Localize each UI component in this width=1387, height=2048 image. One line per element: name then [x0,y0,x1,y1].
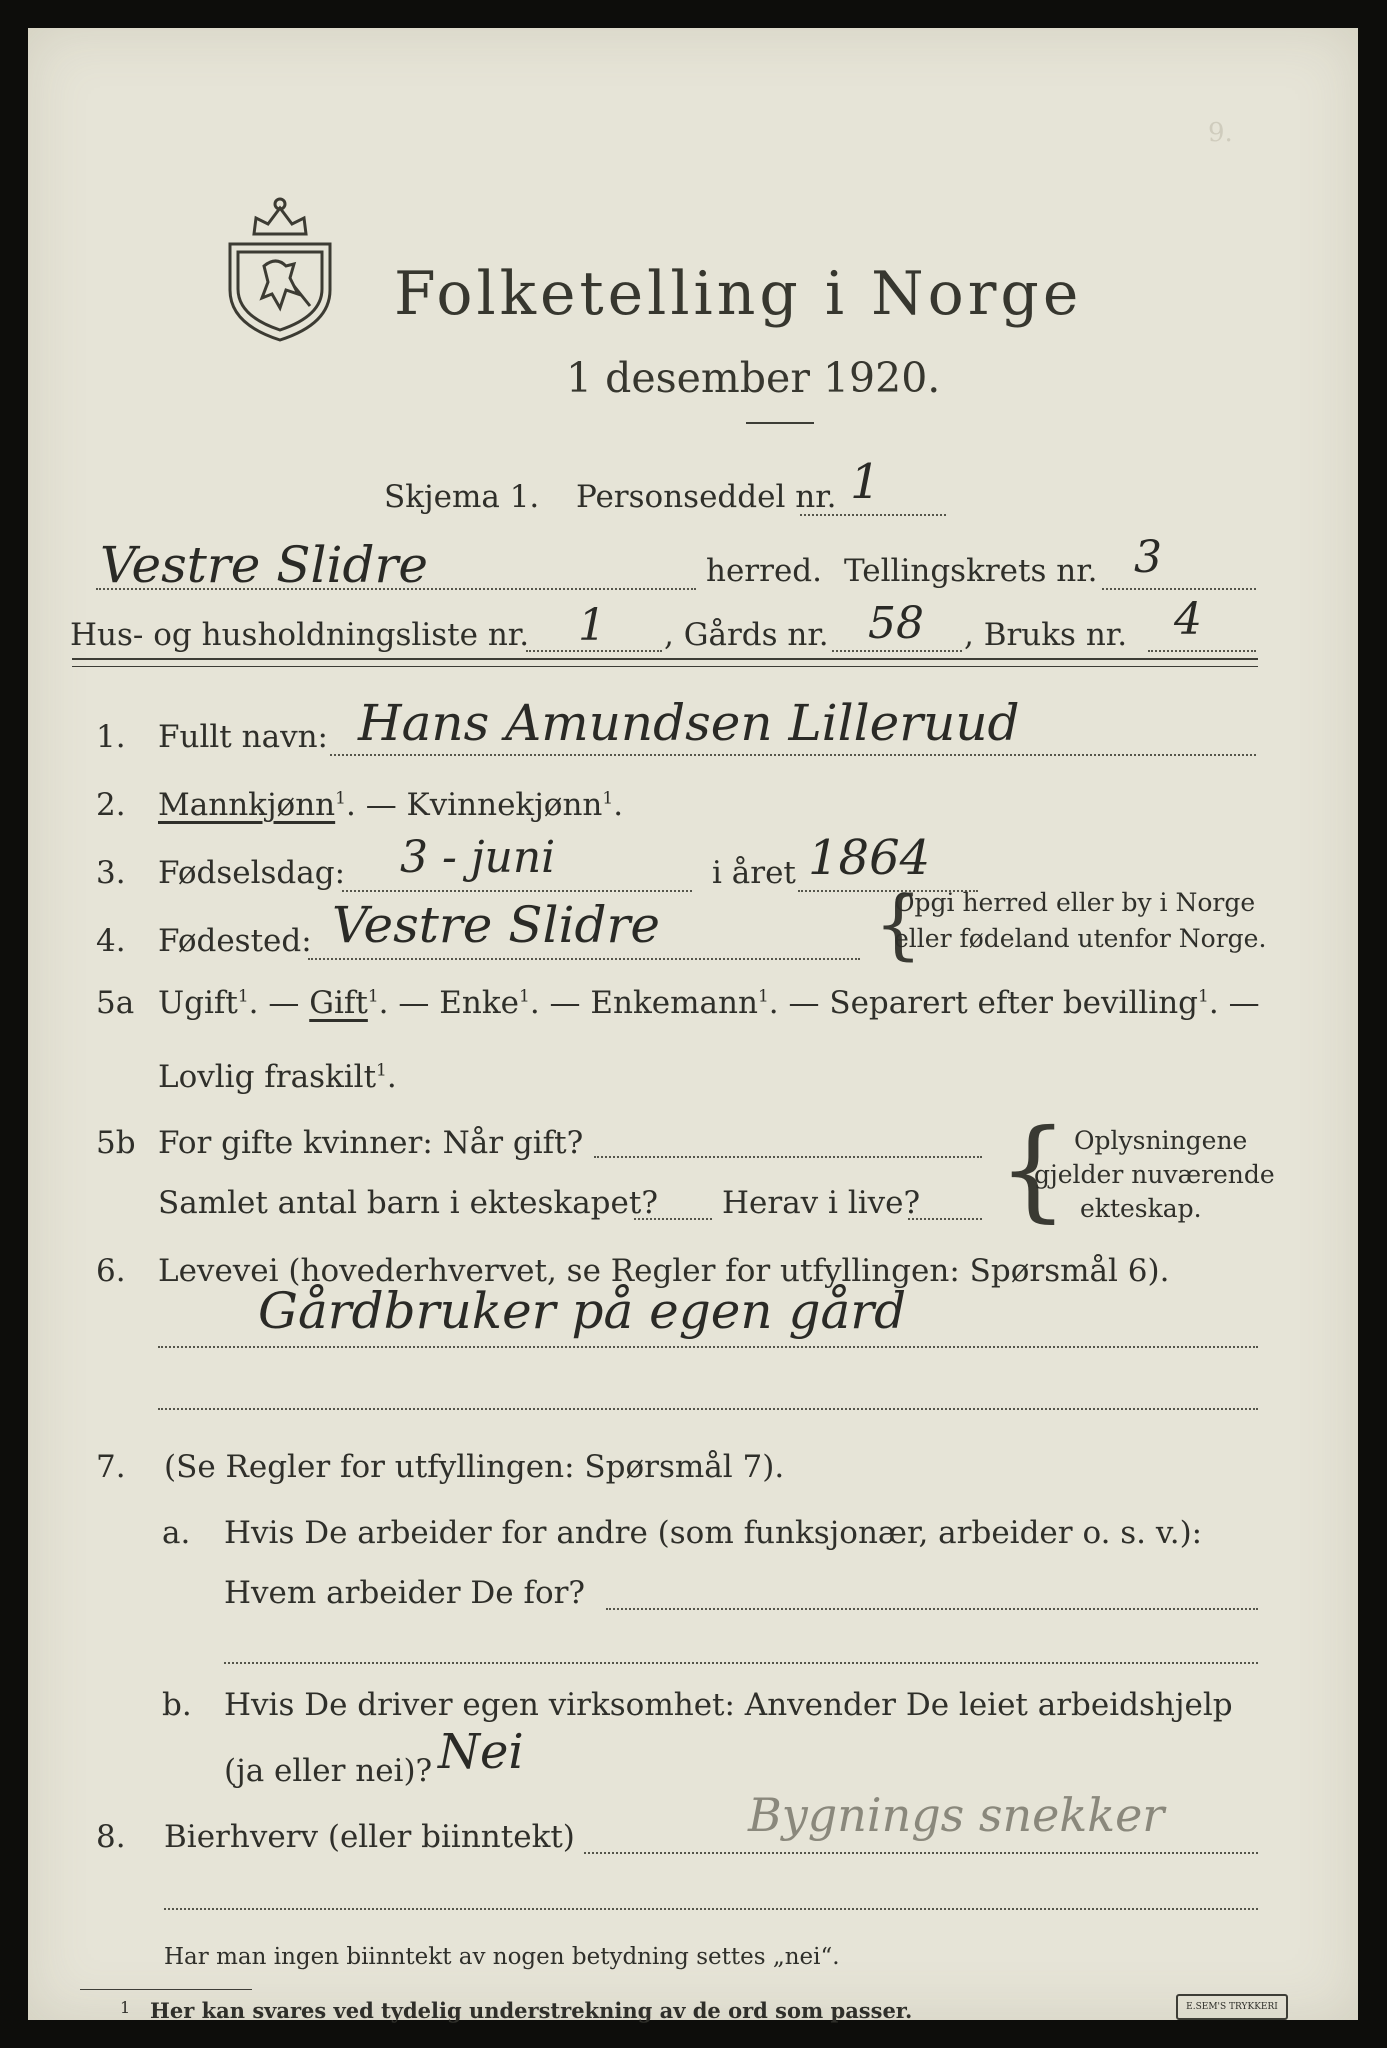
footnote-ref: 1 [518,986,530,1007]
footnote-ref: 1 [1198,986,1209,1007]
q2-end: . [613,787,624,823]
employer-field-2[interactable] [224,1662,1258,1664]
printer-stamp: E.SEM'S TRYKKERI [1176,1994,1288,2020]
footnote-ref: 1 [367,986,379,1007]
personseddel-label: Personseddel nr. [576,479,837,515]
birthday-field[interactable] [342,890,692,892]
q4-note-brace: { [874,879,923,968]
dash: — [268,985,300,1021]
header-divider-bottom [72,666,1258,667]
q2-line [158,787,624,823]
q4-note-line2: eller fødeland utenfor Norge. [894,924,1267,953]
q2-footnote-ref-2: 1 [602,788,614,809]
q7b-line2: (ja eller nei)? [224,1753,433,1789]
bruks-field[interactable] [1148,650,1256,652]
occupation-value: Gårdbruker på egen gård [258,1282,907,1340]
occupation-field-1[interactable] [158,1346,1258,1348]
dash: — [398,985,430,1021]
personseddel-field[interactable] [800,514,946,516]
gards-value: 58 [868,598,924,649]
q5b-note-brace: { [998,1105,1068,1233]
q5b-line1: For gifte kvinner: Når gift? [158,1125,584,1161]
tellingskrets-label: Tellingskrets nr. [844,553,1098,589]
side-income-field-2[interactable] [164,1908,1258,1910]
husholdningsliste-label: Hus- og husholdningsliste nr. [70,617,530,653]
q6-number: 6. [96,1253,126,1289]
husholdningsliste-value: 1 [578,600,606,651]
ugift-option[interactable]: Ugift [158,985,238,1021]
q5a-number: 5a [96,985,135,1021]
q7-label: (Se Regler for utfyllingen: Spørsmål 7). [164,1449,785,1485]
title-divider [746,422,814,424]
personseddel-value: 1 [850,454,881,510]
footnote-mark: 1 [120,1998,131,2017]
enke-option[interactable]: Enke [439,985,519,1021]
q5b-note-line1: Oplysningene [1074,1126,1248,1155]
q5b-note-line2: gjelder nuværende [1034,1160,1275,1189]
q7a-line1: Hvis De arbeider for andre (som funksjonær, arbeider o. s. v.): [224,1515,1203,1551]
footnote-text: Her kan svares ved tydelig understrekning av de ord som passer. [150,1998,913,2023]
bruks-value: 4 [1174,594,1202,645]
employer-field-1[interactable] [606,1608,1258,1610]
q7b-letter: b. [162,1687,192,1723]
q8-number: 8. [96,1819,126,1855]
q6-label: Levevei (hovederhvervet, se Regler for utfyllingen: Spørsmål 6). [158,1253,1170,1289]
q5b-note-line3: ekteskap. [1080,1194,1202,1223]
q7-number: 7. [96,1449,126,1485]
male-option[interactable]: Mannkjønn [158,787,336,823]
birth-year-label: i året [712,855,796,891]
bleed-through-text: 9. [1208,118,1233,148]
q7a-line2: Hvem arbeider De for? [224,1575,586,1611]
birthplace-field[interactable] [308,958,860,960]
birthday-value: 3 - juni [400,832,556,883]
birth-year-value: 1864 [808,830,931,886]
gards-field[interactable] [832,650,962,652]
q1-label: Fullt navn: [158,719,328,755]
footnote-ref: 1 [237,986,249,1007]
occupation-field-2[interactable] [158,1408,1258,1410]
dash: — [788,985,820,1021]
q2-separator: . — [345,787,407,823]
enkemann-option[interactable]: Enkemann [590,985,758,1021]
hired-help-value: Nei [438,1724,524,1780]
q5b-number: 5b [96,1125,136,1161]
q5b-line2a: Samlet antal barn i ekteskapet? [158,1185,658,1221]
q7b-line1: Hvis De driver egen virksomhet: Anvender De leiet arbeidshjelp [224,1687,1233,1723]
q7a-letter: a. [162,1515,191,1551]
footer-note: Har man ingen biinntekt av nogen betydning settes „nei“. [164,1944,840,1970]
married-when-field[interactable] [594,1156,982,1158]
female-option[interactable]: Kvinnekjønn [406,787,603,823]
children-alive-field[interactable] [908,1218,982,1220]
footnote-ref: 1 [376,1060,387,1081]
q4-note-line1: Opgi herred eller by i Norge [894,888,1256,917]
gards-label: , Gårds nr. [664,617,829,653]
q3-label: Fødselsdag: [158,855,346,891]
tellingskrets-value: 3 [1134,532,1162,583]
fraskilt-line: Lovlig fraskilt$^1$. [158,1059,397,1095]
dash: — [549,985,581,1021]
separert-option[interactable]: Separert efter bevilling [829,985,1199,1021]
herred-name-value: Vestre Slidre [100,536,428,594]
footnote-ref: 1 [757,986,769,1007]
header-divider-top [72,658,1258,660]
herred-name-field[interactable] [96,588,696,590]
birthplace-value: Vestre Slidre [332,896,660,954]
form-title: Folketelling i Norge [394,259,1083,329]
civil-status-options: Ugift$^1$. — Gift$^1$. — Enke$^1$. — Enkemann$^1$. — Separert efter bevilling$^1$. — [158,985,1260,1021]
schema-label: Skjema 1. [384,479,540,515]
q4-number: 4. [96,923,126,959]
census-form-page [28,28,1358,2023]
census-date: 1 desember 1920. [566,354,941,402]
children-count-field[interactable] [634,1218,712,1220]
footnote-divider [80,1989,252,1990]
coat-of-arms-icon [224,194,336,344]
q5b-line2b: Herav i live? [722,1185,921,1221]
q1-number: 1. [96,719,126,755]
q2-footnote-ref-1: 1 [335,788,346,809]
q2-number: 2. [96,787,126,823]
q3-number: 3. [96,855,126,891]
q4-label: Fødested: [158,923,312,959]
full-name-field[interactable] [330,754,1256,756]
tellingskrets-field[interactable] [1102,588,1256,590]
herred-label: herred. [706,553,822,589]
bruks-label: , Bruks nr. [964,617,1128,653]
fraskilt-option[interactable]: Lovlig fraskilt [158,1059,377,1095]
side-income-field-1[interactable] [584,1852,1258,1854]
dash: — [1228,985,1260,1021]
q8-label: Bierhverv (eller biinntekt) [164,1819,575,1855]
gift-option[interactable]: Gift [309,985,368,1021]
full-name-value: Hans Amundsen Lilleruud [358,694,1020,752]
side-income-value: Bygnings snekker [748,1788,1165,1842]
